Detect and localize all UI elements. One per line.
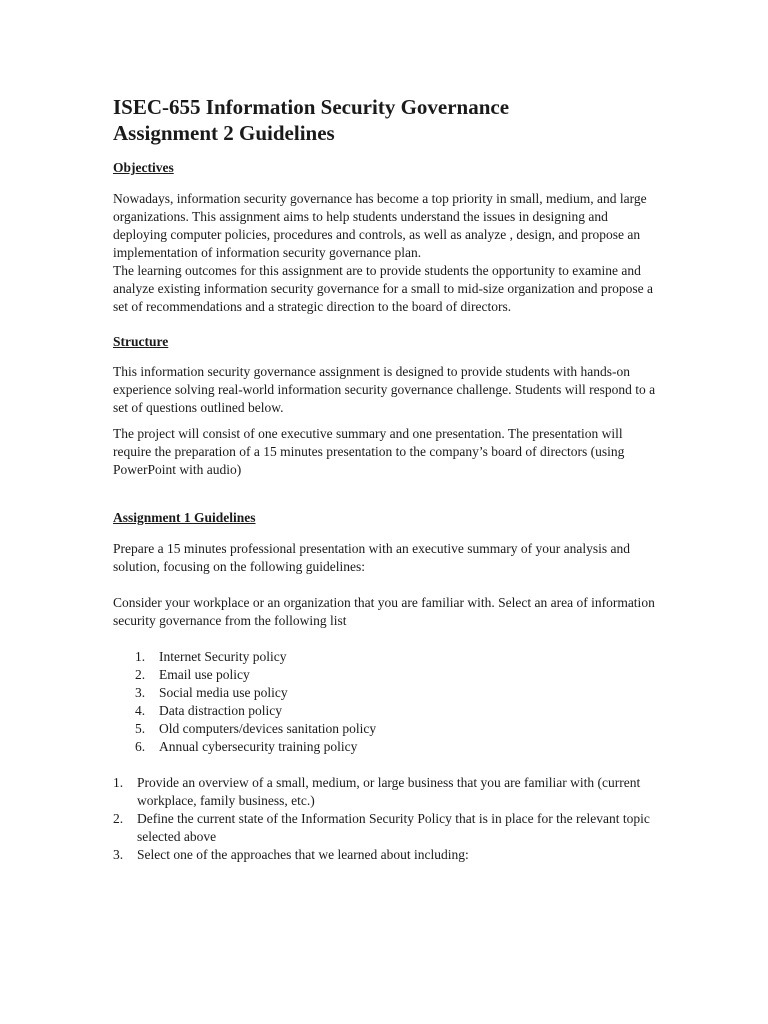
list-item — [113, 720, 658, 738]
list-item-text: Social media use policy — [159, 685, 288, 700]
title-line-2: Assignment 2 Guidelines — [113, 121, 335, 145]
list-item — [113, 684, 658, 702]
objectives-heading: Objectives — [113, 160, 174, 175]
list-item — [113, 846, 658, 864]
list-item-text: Provide an overview of a small, medium, or large business that you are familiar with (current workplace, family business, etc.) — [137, 775, 641, 808]
list-item-number: 4. — [135, 703, 146, 718]
list-item — [113, 738, 658, 756]
list-item-text: Internet Security policy — [159, 649, 287, 664]
list-item-text: Annual cybersecurity training policy — [159, 739, 358, 754]
list-item-number: 3. — [135, 685, 146, 700]
list-item-number: 2. — [135, 667, 146, 682]
list-item — [113, 774, 658, 810]
list-item-number: 5. — [135, 721, 146, 736]
document-title — [113, 94, 658, 146]
guidelines-heading: Assignment 1 Guidelines — [113, 510, 256, 525]
list-item-number: 1. — [113, 775, 124, 790]
objectives-paragraph-2: The learning outcomes for this assignment are to provide students the opportunity to examine and analyze existing information security governance for a small to mid-size organization and propose a set of recommendations and a strategic direction to the board of directors. — [113, 263, 653, 314]
structure-paragraph-1: This information security governance assignment is designed to provide students with hands-on experience solving real-world information security governance challenge. Students will respond to a set of questions outlined below. — [113, 364, 656, 415]
list-item — [113, 702, 658, 720]
list-item-number: 1. — [135, 649, 146, 664]
list-item — [113, 648, 658, 666]
structure-heading: Structure — [113, 334, 169, 349]
document-content — [113, 94, 658, 864]
list-item — [113, 666, 658, 684]
list-item-number: 3. — [113, 847, 124, 862]
structure-paragraph-2: The project will consist of one executive summary and one presentation. The presentation will require the preparation of a 15 minutes presentation to the company’s board of directors (using PowerPoint with audio) — [113, 426, 625, 477]
objectives-paragraph-1: Nowadays, information security governance has become a top priority in small, medium, and large organizations. This assignment aims to help students understand the issues in designing and deploying computer policies, procedures and controls, as well as analyze , design, and propose an implementation of information security governance plan. — [113, 191, 647, 260]
list-item-text: Data distraction policy — [159, 703, 282, 718]
list-item-text: Email use policy — [159, 667, 250, 682]
policy-list — [113, 648, 658, 756]
guidelines-paragraph-1: Prepare a 15 minutes professional presentation with an executive summary of your analysis and solution, focusing on the following guidelines: — [113, 541, 630, 574]
title-line-1: ISEC-655 Information Security Governance — [113, 95, 510, 119]
guidelines-paragraph-2: Consider your workplace or an organization that you are familiar with. Select an area of information security governance from the following list — [113, 595, 655, 628]
list-item-text: Old computers/devices sanitation policy — [159, 721, 377, 736]
list-item-number: 2. — [113, 811, 124, 826]
steps-list — [113, 774, 658, 864]
list-item-number: 6. — [135, 739, 146, 754]
list-item-text: Define the current state of the Information Security Policy that is in place for the relevant topic selected above — [137, 811, 650, 844]
list-item-text: Select one of the approaches that we learned about including: — [137, 847, 469, 862]
list-item — [113, 810, 658, 846]
